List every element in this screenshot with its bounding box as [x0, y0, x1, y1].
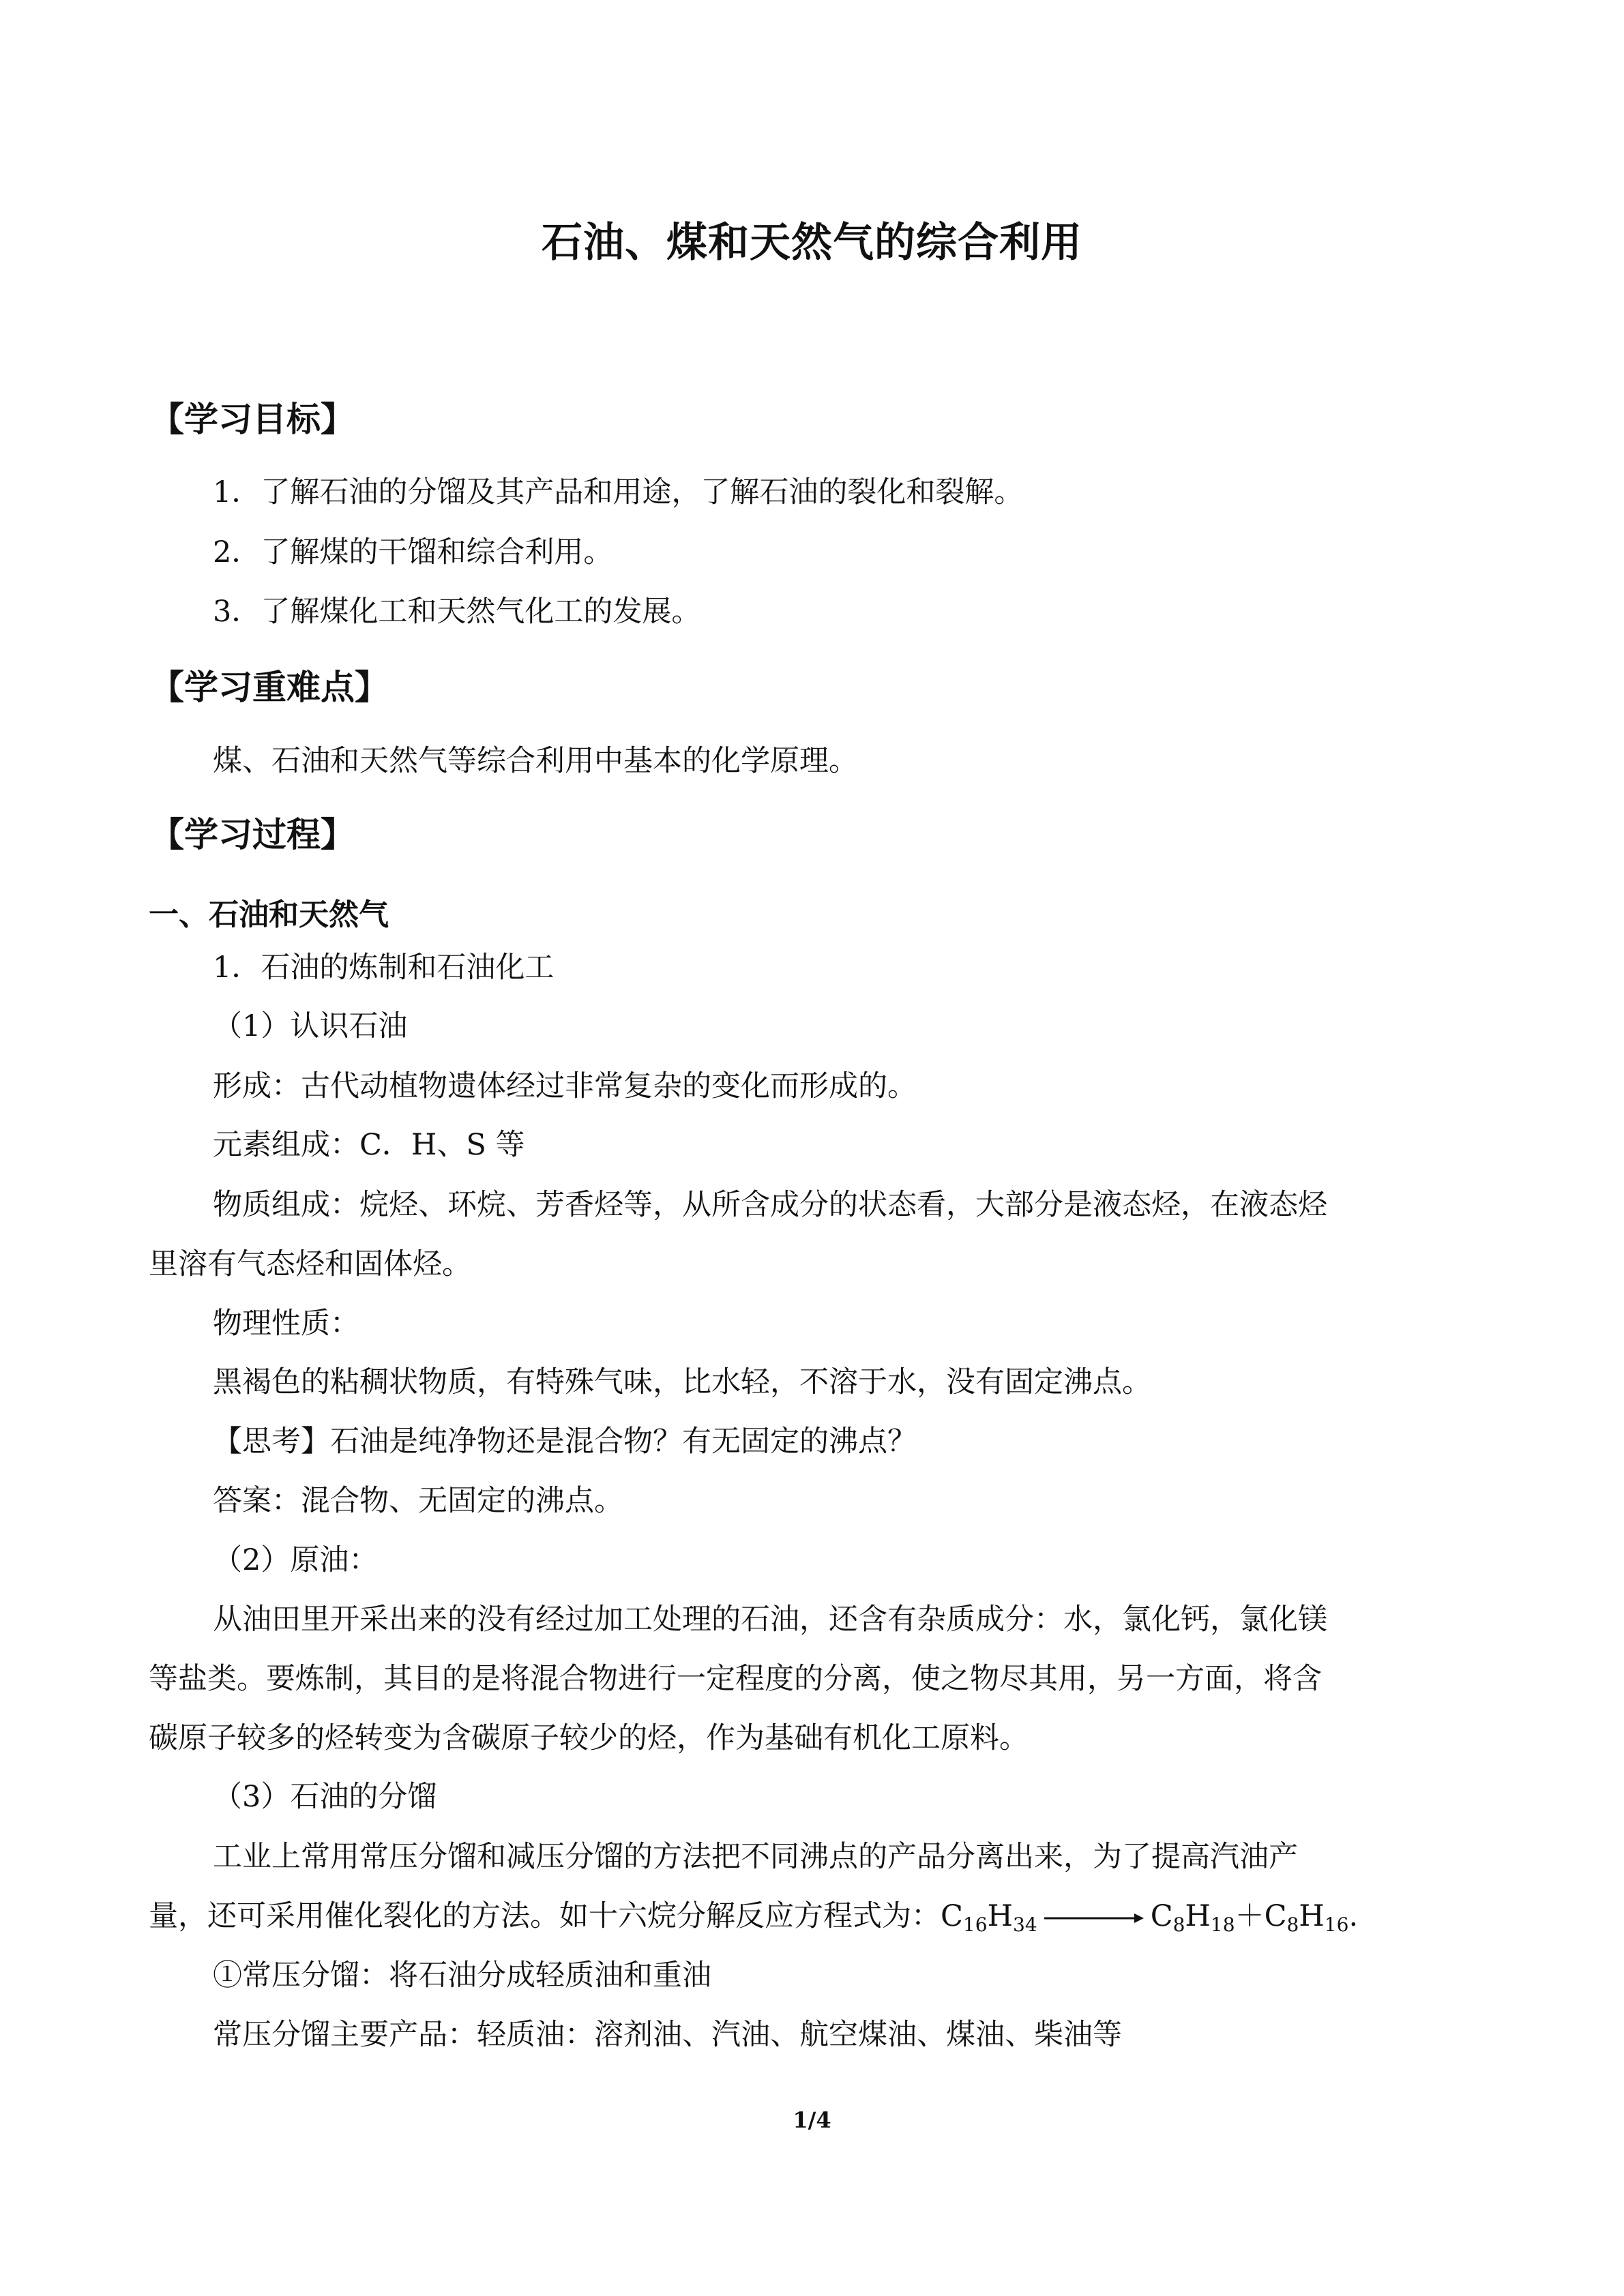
formation-text: 形成：古代动植物遗体经过非常复杂的变化而形成的。	[213, 1069, 917, 1103]
fractionation-line-1: 工业上常用常压分馏和减压分馏的方法把不同沸点的产品分离出来，为了提高汽油产	[213, 1840, 1298, 1874]
process-heading: 【学习过程】	[150, 814, 355, 854]
goals-heading: 【学习目标】	[150, 399, 355, 439]
plus-sign: ＋	[1235, 1899, 1265, 1933]
reactant-formula: $C_{16}H_{34}$	[941, 1899, 1037, 1936]
sub3-title: （3）石油的分馏	[213, 1780, 437, 1814]
physical-text: 黑褐色的粘稠状物质，有特殊气味，比水轻，不溶于水，没有固定沸点。	[213, 1365, 1151, 1399]
elements-text: 元素组成：C．H、S 等	[213, 1128, 525, 1162]
goal-item-3: 3．了解煤化工和天然气化工的发展。	[213, 595, 701, 629]
composition-line-2: 里溶有气态烃和固体烃。	[149, 1247, 471, 1281]
atmospheric-products: 常压分馏主要产品：轻质油：溶剂油、汽油、航空煤油、煤油、柴油等	[213, 2018, 1122, 2052]
composition-line-1: 物质组成：烷烃、环烷、芳香烃等，从所含成分的状态看，大部分是液态烃，在液态烃	[213, 1188, 1327, 1222]
equation-end: .	[1348, 1899, 1359, 1933]
crude-line-3: 碳原子较多的烃转变为含碳原子较少的烃，作为基础有机化工原料。	[149, 1721, 1029, 1755]
key-points-heading: 【学习重难点】	[150, 667, 389, 707]
think-question: 【思考】石油是纯净物还是混合物？有无固定的沸点？	[213, 1425, 917, 1459]
product1-formula: $C_8H_{18}$	[1150, 1899, 1235, 1936]
product2-formula: $C_8H_{16}$	[1264, 1899, 1349, 1936]
sub1-title: （1）认识石油	[213, 1009, 408, 1043]
crude-line-1: 从油田里开采出来的没有经过加工处理的石油，还含有杂质成分：水，氯化钙，氯化镁	[213, 1602, 1327, 1637]
page-title: 石油、煤和天然气的综合利用	[542, 219, 1082, 267]
goal-item-2: 2．了解煤的干馏和综合利用。	[213, 535, 613, 569]
equation-intro: 量，还可采用催化裂化的方法。如十六烷分解反应方程式为：	[149, 1899, 941, 1933]
fractionation-line-2	[149, 1899, 1359, 1936]
sub2-title: （2）原油：	[213, 1543, 379, 1577]
think-answer: 答案：混合物、无固定的沸点。	[213, 1484, 623, 1518]
atmospheric-distillation: ①常压分馏：将石油分成轻质油和重油	[213, 1958, 711, 1993]
page-number: 1/4	[793, 2107, 831, 2133]
item1-title: 1．石油的炼制和石油化工	[213, 951, 555, 985]
goal-item-1: 1．了解石油的分馏及其产品和用途，了解石油的裂化和裂解。	[213, 475, 1024, 509]
part1-heading: 一、石油和天然气	[149, 897, 389, 932]
key-points-text: 煤、石油和天然气等综合利用中基本的化学原理。	[213, 744, 858, 778]
physical-label: 物理性质：	[213, 1307, 359, 1341]
crude-line-2: 等盐类。要炼制，其目的是将混合物进行一定程度的分离，使之物尽其用，另一方面，将含	[149, 1662, 1322, 1696]
reaction-arrow-icon	[1043, 1910, 1145, 1926]
